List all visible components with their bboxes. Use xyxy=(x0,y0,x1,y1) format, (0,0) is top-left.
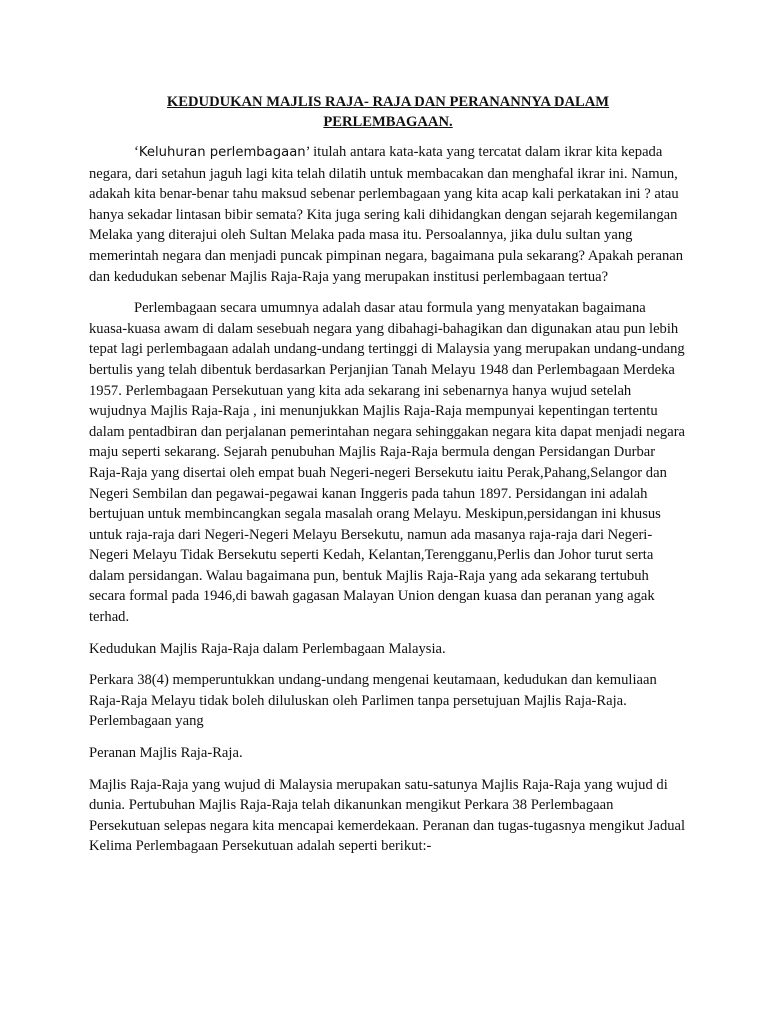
quoted-phrase: Keluhuran perlembagaan xyxy=(138,145,306,160)
document-page xyxy=(89,92,687,868)
document-title xyxy=(89,92,687,132)
paragraph-perkara-38-text: Perkara 38(4) memperuntukkan undang-undang mengenai keutamaan, kedudukan dan kemuliaan Raja-Raja Melayu tidak boleh diluluskan oleh Parlimen tanpa persetujuan Majlis Raja-Raja. xyxy=(89,672,657,709)
paragraph-perkara-38 xyxy=(89,670,687,732)
paragraph-perkara-38-fragment: Perlembagaan yang xyxy=(89,713,204,730)
paragraph-definition: Perlembagaan secara umumnya adalah dasar atau formula yang menyatakan bagaimana kuasa-kuasa awam di dalam sesebuah negara yang dibahagi-bahagikan dan digunakan atau pun lebih tepat lagi perlembagaan adalah undang-undang tertinggi di Malaysia yang merupakan undang-undang bertulis yang telah dibentuk berdasarkan Perjanjian Tanah Melayu 1948 dan Perlembagaan Merdeka 1957. Perlembagaan Persekutuan yang kita ada sekarang ini sebenarnya hanya wujud setelah wujudnya Majlis Raja-Raja , ini menunjukkan Majlis Raja-Raja mempunyai kepentingan tertentu dalam pentadbiran dan perjalanan pemerintahan negara sehinggakan negara kita dapat menjadi negara maju seperti sekarang. Sejarah penubuhan Majlis Raja-Raja bermula dengan Persidangan Durbar Raja-Raja yang disertai oleh empat buah Negeri-negeri Bersekutu iaitu Perak,Pahang,Selangor dan Negeri Sembilan dan pegawai-pegawai kanan Inggeris pada tahun 1897. Persidangan ini adalah bertujuan untuk membincangkan segala masalah orang Melayu. Meskipun,persidangan ini khusus untuk raja-raja dari Negeri-Negeri Melayu Bersekutu, namun ada masanya raja-raja dari Negeri-Negeri Melayu Tidak Bersekutu seperti Kedah, Kelantan,Terengganu,Perlis dan Johor turut serta dalam persidangan. Walau bagaimana pun, bentuk Majlis Raja-Raja yang ada sekarang tertubuh secara formal pada 1946,di bawah gagasan Malayan Union dengan kuasa dan peranan yang agak terhad. xyxy=(89,300,686,626)
paragraph-intro xyxy=(89,142,687,287)
section-heading-kedudukan: Kedudukan Majlis Raja-Raja dalam Perlembagaan Malaysia. xyxy=(89,640,446,657)
title-line-2: PERLEMBAGAAN. xyxy=(323,114,453,130)
title-line-1: KEDUDUKAN MAJLIS RAJA- RAJA DAN PERANANNYA DALAM xyxy=(166,94,610,110)
section-heading-peranan: Peranan Majlis Raja-Raja. xyxy=(89,745,243,762)
paragraph-intro-text: ’ itulah antara kata-kata yang tercatat dalam ikrar kita kepada negara, dari setahun jaguh lagi kita telah dilatih untuk membacakan dan menghafal ikrar ini. Namun, adakah kita benar-benar tahu maksud sebenar perlembagaan yang kita acap kali perkatakan ini ? atau hanya sekadar lintasan bibir semata? Kita juga sering kali dihidangkan dengan sejarah kegemilangan Melaka yang diterajui oleh Sultan Melaka pada masa itu. Persoalannya, jika dulu sultan yang memerintah negara dan menjadi puncak pimpinan negara, bagaimana pula sekarang? Apakah peranan dan kedudukan sebenar Majlis Raja-Raja yang merupakan institusi perlembagaan tertua? xyxy=(89,144,684,285)
paragraph-peranan: Majlis Raja-Raja yang wujud di Malaysia merupakan satu-satunya Majlis Raja-Raja yang wujud di dunia. Pertubuhan Majlis Raja-Raja telah dikanunkan mengikut Perkara 38 Perlembagaan Persekutuan selepas negara kita mencapai kemerdekaan. Peranan dan tugas-tugasnya mengikut Jadual Kelima Perlembagaan Persekutuan adalah seperti berikut:- xyxy=(89,776,686,855)
open-quote: ‘ xyxy=(134,144,139,160)
